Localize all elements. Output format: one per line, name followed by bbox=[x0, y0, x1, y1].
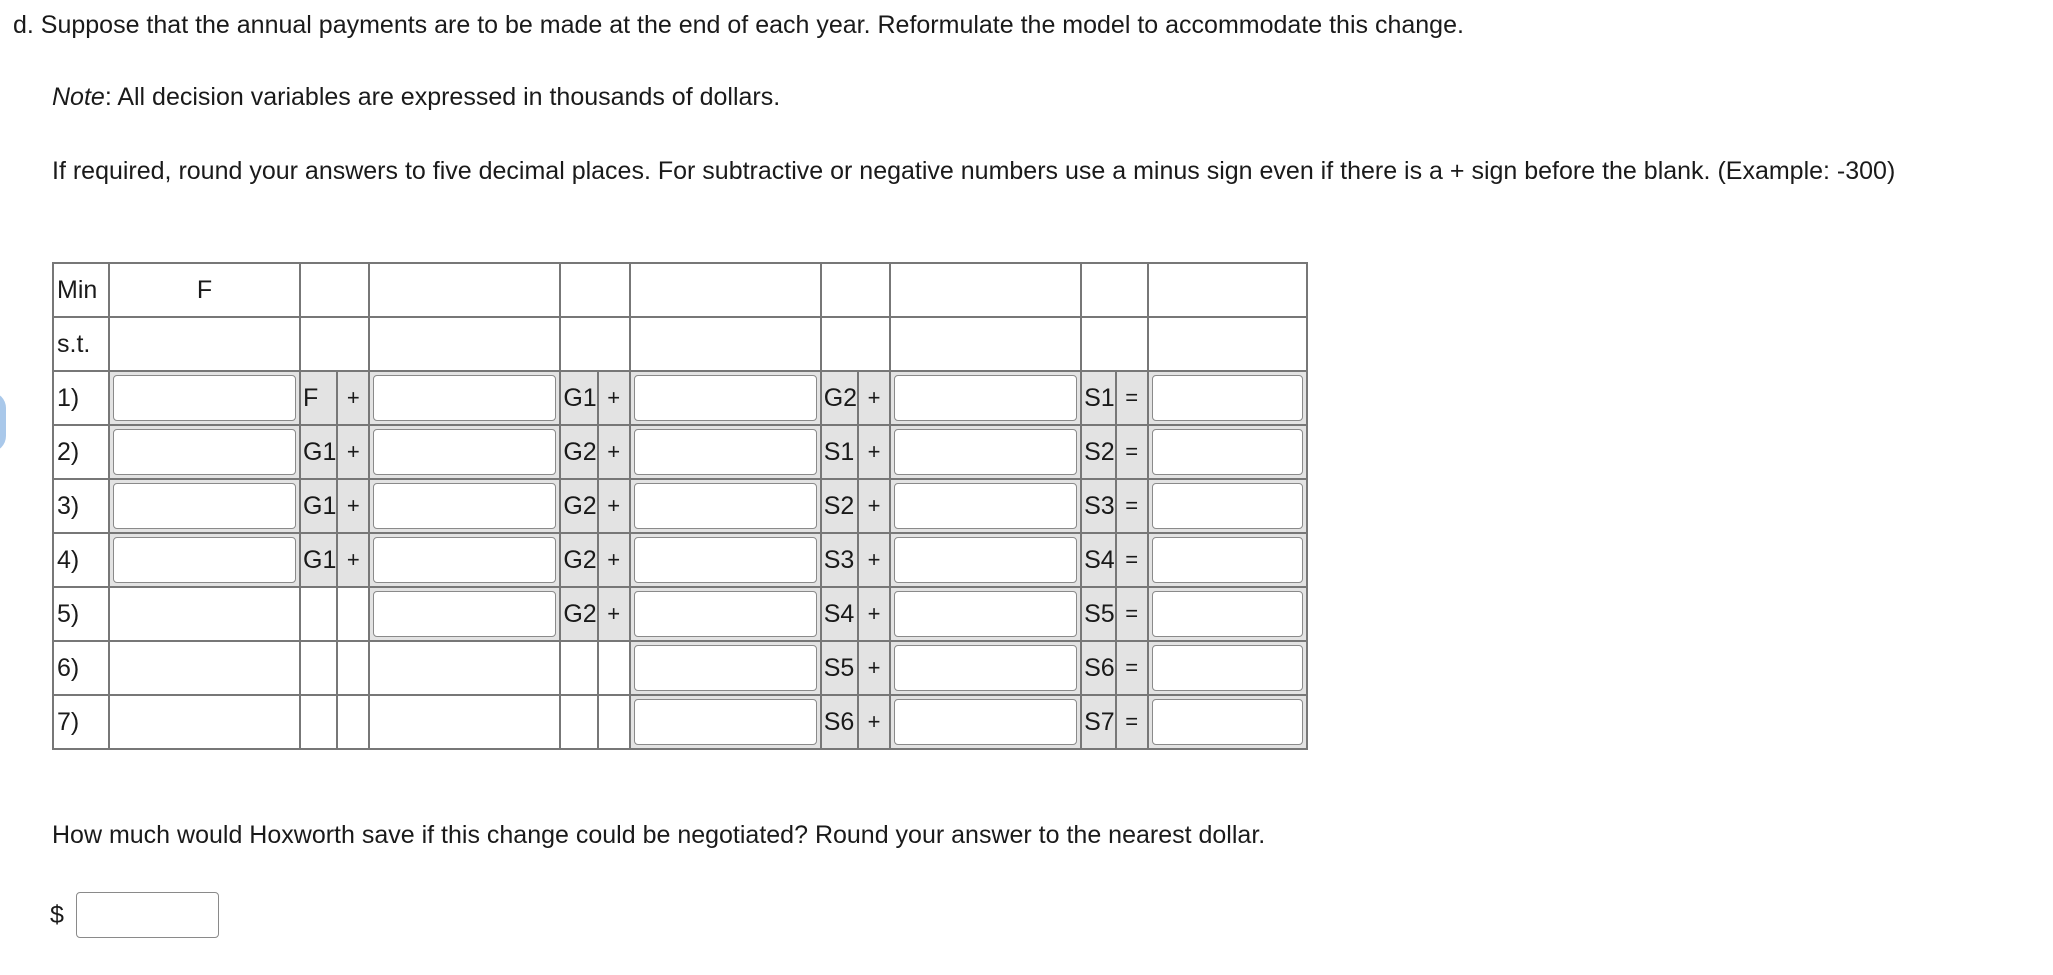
empty-cell bbox=[1081, 263, 1148, 317]
coef-cell bbox=[109, 479, 300, 533]
empty-cell bbox=[1081, 317, 1148, 371]
plus-sign: + bbox=[337, 479, 369, 533]
coef-cell bbox=[890, 695, 1081, 749]
note-text: : All decision variables are expressed in thousands of dollars. bbox=[104, 83, 781, 111]
variable-name: S6 bbox=[1081, 641, 1116, 695]
savings-input[interactable] bbox=[76, 892, 219, 938]
constraint-6-coef-3-input[interactable] bbox=[634, 645, 817, 691]
empty-cell bbox=[598, 695, 630, 749]
coef-cell bbox=[630, 533, 821, 587]
plus-sign: + bbox=[337, 533, 369, 587]
plus-sign: + bbox=[598, 479, 630, 533]
coef-cell bbox=[630, 587, 821, 641]
empty-cell bbox=[1148, 317, 1307, 371]
constraint-1-coef-2-input[interactable] bbox=[373, 375, 556, 421]
constraint-2-coef-1-input[interactable] bbox=[113, 429, 296, 475]
empty-cell bbox=[337, 587, 369, 641]
constraint-row-7 bbox=[53, 695, 1307, 749]
empty-cell bbox=[109, 317, 300, 371]
variable-name: G2 bbox=[560, 533, 597, 587]
constraint-label: 7) bbox=[53, 695, 109, 749]
constraint-row-2 bbox=[53, 425, 1307, 479]
coef-cell bbox=[630, 695, 821, 749]
plus-sign: + bbox=[858, 641, 890, 695]
constraint-label: 6) bbox=[53, 641, 109, 695]
variable-name: S3 bbox=[821, 533, 858, 587]
coef-cell bbox=[630, 425, 821, 479]
empty-cell bbox=[890, 263, 1081, 317]
coef-cell bbox=[890, 533, 1081, 587]
plus-sign: + bbox=[858, 695, 890, 749]
coef-cell bbox=[109, 425, 300, 479]
variable-name: S2 bbox=[1081, 425, 1116, 479]
objective-variable: F bbox=[109, 263, 300, 317]
constraint-7-coef-4-input[interactable] bbox=[894, 699, 1077, 745]
plus-sign: + bbox=[858, 425, 890, 479]
empty-cell bbox=[598, 641, 630, 695]
rounding-instructions: If required, round your answers to five decimal places. For subtractive or negative numbers use a minus sign even if there is a + sign before the blank. (Example: -300) bbox=[52, 157, 1896, 185]
empty-cell bbox=[369, 641, 560, 695]
constraint-6-coef-4-input[interactable] bbox=[894, 645, 1077, 691]
constraint-label: 4) bbox=[53, 533, 109, 587]
constraint-4-coef-2-input[interactable] bbox=[373, 537, 556, 583]
constraint-5-rhs-input[interactable] bbox=[1152, 591, 1303, 637]
empty-cell bbox=[109, 641, 300, 695]
coef-cell bbox=[630, 479, 821, 533]
objective-row bbox=[53, 263, 1307, 317]
constraint-row-6 bbox=[53, 641, 1307, 695]
constraint-1-coef-4-input[interactable] bbox=[894, 375, 1077, 421]
empty-cell bbox=[560, 317, 629, 371]
coef-cell bbox=[109, 371, 300, 425]
empty-cell bbox=[560, 641, 597, 695]
constraint-3-rhs-input[interactable] bbox=[1152, 483, 1303, 529]
savings-question: How much would Hoxworth save if this change could be negotiated? Round your answer to the nearest dollar. bbox=[52, 821, 1266, 849]
constraint-3-coef-1-input[interactable] bbox=[113, 483, 296, 529]
constraint-row-3 bbox=[53, 479, 1307, 533]
rhs-cell bbox=[1148, 587, 1307, 641]
constraint-3-coef-2-input[interactable] bbox=[373, 483, 556, 529]
rhs-cell bbox=[1148, 533, 1307, 587]
variable-name: G2 bbox=[560, 479, 597, 533]
variable-name: S2 bbox=[821, 479, 858, 533]
coef-cell bbox=[369, 533, 560, 587]
empty-cell bbox=[369, 695, 560, 749]
empty-cell bbox=[821, 263, 890, 317]
constraint-1-coef-1-input[interactable] bbox=[113, 375, 296, 421]
constraint-label: 2) bbox=[53, 425, 109, 479]
empty-cell bbox=[109, 695, 300, 749]
empty-cell bbox=[300, 263, 369, 317]
variable-name: G2 bbox=[560, 425, 597, 479]
constraint-4-coef-4-input[interactable] bbox=[894, 537, 1077, 583]
plus-sign: + bbox=[598, 587, 630, 641]
empty-cell bbox=[369, 317, 560, 371]
plus-sign: + bbox=[858, 533, 890, 587]
variable-name: S4 bbox=[821, 587, 858, 641]
variable-name: G1 bbox=[560, 371, 597, 425]
question-prompt: d. Suppose that the annual payments are to be made at the end of each year. Reformulate the model to accommodate this change. bbox=[13, 11, 1464, 39]
lp-model-table bbox=[52, 262, 1308, 750]
variable-name: G1 bbox=[300, 479, 337, 533]
variable-name: S3 bbox=[1081, 479, 1116, 533]
empty-cell bbox=[300, 641, 337, 695]
subject-to-label: s.t. bbox=[53, 317, 109, 371]
constraint-3-coef-4-input[interactable] bbox=[894, 483, 1077, 529]
variable-name: G2 bbox=[821, 371, 858, 425]
note-line bbox=[52, 80, 780, 114]
plus-sign: + bbox=[858, 371, 890, 425]
plus-sign: + bbox=[337, 425, 369, 479]
rhs-cell bbox=[1148, 479, 1307, 533]
coef-cell bbox=[890, 587, 1081, 641]
coef-cell bbox=[369, 425, 560, 479]
empty-cell bbox=[630, 263, 821, 317]
subject-to-row bbox=[53, 317, 1307, 371]
variable-name: S5 bbox=[821, 641, 858, 695]
empty-cell bbox=[1148, 263, 1307, 317]
note-label: Note bbox=[52, 83, 105, 111]
variable-name: S1 bbox=[1081, 371, 1116, 425]
plus-sign: + bbox=[858, 479, 890, 533]
constraint-label: 1) bbox=[53, 371, 109, 425]
equals-sign: = bbox=[1116, 587, 1148, 641]
savings-answer-row bbox=[50, 892, 219, 938]
plus-sign: + bbox=[598, 533, 630, 587]
coef-cell bbox=[890, 479, 1081, 533]
constraint-2-rhs-input[interactable] bbox=[1152, 429, 1303, 475]
constraint-row-1 bbox=[53, 371, 1307, 425]
coef-cell bbox=[630, 371, 821, 425]
coef-cell bbox=[890, 425, 1081, 479]
equals-sign: = bbox=[1116, 425, 1148, 479]
rhs-cell bbox=[1148, 425, 1307, 479]
constraint-4-coef-3-input[interactable] bbox=[634, 537, 817, 583]
empty-cell bbox=[300, 695, 337, 749]
coef-cell bbox=[890, 371, 1081, 425]
constraint-5-coef-2-input[interactable] bbox=[373, 591, 556, 637]
coef-cell bbox=[369, 371, 560, 425]
empty-cell bbox=[300, 317, 369, 371]
empty-cell bbox=[560, 263, 629, 317]
constraint-4-coef-1-input[interactable] bbox=[113, 537, 296, 583]
coef-cell bbox=[369, 479, 560, 533]
variable-name: G1 bbox=[300, 425, 337, 479]
equals-sign: = bbox=[1116, 371, 1148, 425]
coef-cell bbox=[369, 587, 560, 641]
constraint-2-coef-4-input[interactable] bbox=[894, 429, 1077, 475]
currency-symbol: $ bbox=[50, 900, 64, 929]
variable-name: G1 bbox=[300, 533, 337, 587]
constraint-2-coef-3-input[interactable] bbox=[634, 429, 817, 475]
variable-name: S1 bbox=[821, 425, 858, 479]
constraint-4-rhs-input[interactable] bbox=[1152, 537, 1303, 583]
coef-cell bbox=[890, 641, 1081, 695]
constraint-6-rhs-input[interactable] bbox=[1152, 645, 1303, 691]
rhs-cell bbox=[1148, 641, 1307, 695]
constraint-5-coef-3-input[interactable] bbox=[634, 591, 817, 637]
constraint-label: 3) bbox=[53, 479, 109, 533]
objective-label: Min bbox=[53, 263, 109, 317]
constraint-2-coef-2-input[interactable] bbox=[373, 429, 556, 475]
empty-cell bbox=[560, 695, 597, 749]
constraint-row-4 bbox=[53, 533, 1307, 587]
constraint-5-coef-4-input[interactable] bbox=[894, 591, 1077, 637]
plus-sign: + bbox=[598, 425, 630, 479]
constraint-1-coef-3-input[interactable] bbox=[634, 375, 817, 421]
equals-sign: = bbox=[1116, 695, 1148, 749]
rhs-cell bbox=[1148, 695, 1307, 749]
constraint-3-coef-3-input[interactable] bbox=[634, 483, 817, 529]
rhs-cell bbox=[1148, 371, 1307, 425]
empty-cell bbox=[337, 641, 369, 695]
empty-cell bbox=[630, 317, 821, 371]
constraint-label: 5) bbox=[53, 587, 109, 641]
variable-name: S4 bbox=[1081, 533, 1116, 587]
variable-name: S6 bbox=[821, 695, 858, 749]
empty-cell bbox=[821, 317, 890, 371]
plus-sign: + bbox=[598, 371, 630, 425]
constraint-row-5 bbox=[53, 587, 1307, 641]
variable-name: S7 bbox=[1081, 695, 1116, 749]
empty-cell bbox=[337, 695, 369, 749]
variable-name: G2 bbox=[560, 587, 597, 641]
coef-cell bbox=[630, 641, 821, 695]
equals-sign: = bbox=[1116, 641, 1148, 695]
plus-sign: + bbox=[858, 587, 890, 641]
constraint-1-rhs-input[interactable] bbox=[1152, 375, 1303, 421]
coef-cell bbox=[109, 533, 300, 587]
empty-cell bbox=[300, 587, 337, 641]
constraint-7-rhs-input[interactable] bbox=[1152, 699, 1303, 745]
equals-sign: = bbox=[1116, 479, 1148, 533]
variable-name: S5 bbox=[1081, 587, 1116, 641]
empty-cell bbox=[369, 263, 560, 317]
plus-sign: + bbox=[337, 371, 369, 425]
variable-name: F bbox=[300, 371, 337, 425]
constraint-7-coef-3-input[interactable] bbox=[634, 699, 817, 745]
empty-cell bbox=[109, 587, 300, 641]
side-tab-marker bbox=[0, 392, 6, 452]
equals-sign: = bbox=[1116, 533, 1148, 587]
empty-cell bbox=[890, 317, 1081, 371]
